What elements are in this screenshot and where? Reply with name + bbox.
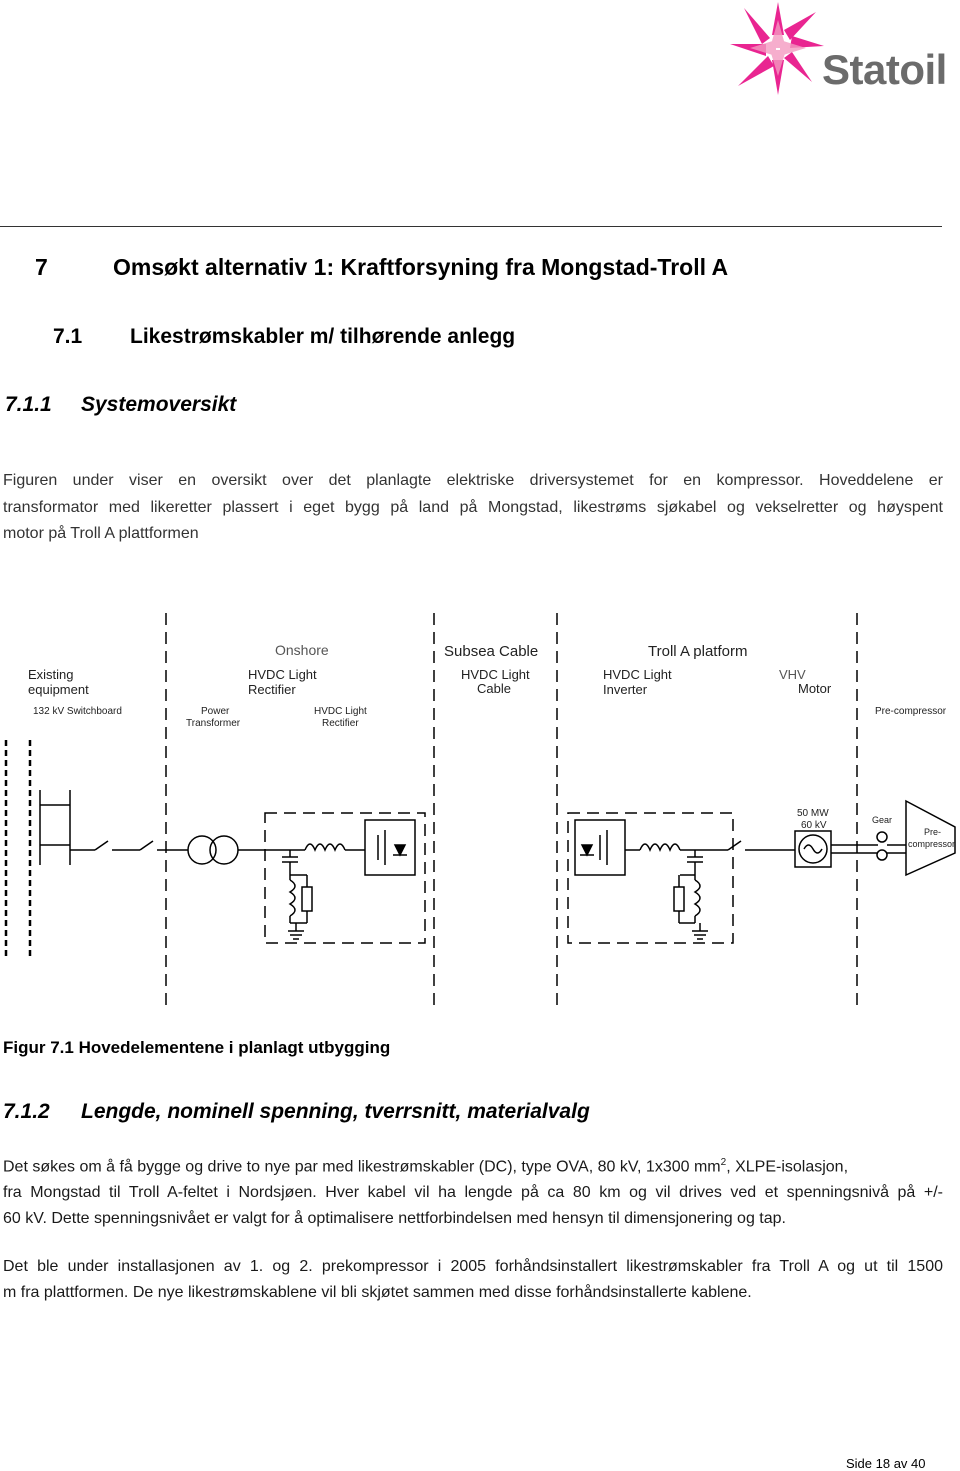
system-diagram-svg [0,605,960,1015]
breaker-switch [140,841,153,850]
logo-wordmark: Statoil [822,46,947,93]
label-inverter: Inverter [603,682,648,697]
paragraph-line: m fra plattformen. De nye likestrømskablene vil bli skjøtet sammen med disse forhåndsinstallerte kablene. [3,1284,752,1301]
paragraph-line: Det ble under installasjonen av 1. og 2. prekompressor i 2005 forhåndsinstallert likestrømskabler fra Troll A og ut til 1500 [3,1258,943,1275]
heading-3-number: 7.1.1 [5,393,52,416]
intro-paragraph [3,468,943,548]
intro-line: transformator med likeretter plassert i eget bygg på land på Mongstad, likestrøms sjøkabel og vekselretter og høyspent [3,498,943,516]
paragraph-line: 60 kV. Dette spenningsnivået er valgt for å optimalisere nettforbindelsen med hensyn til dimensjonering og tap. [3,1210,786,1228]
label-pre: Pre- [924,827,942,837]
label-gear: Gear [872,815,893,825]
breaker-switch [728,841,741,850]
heading-2-number: 7.1 [53,325,83,348]
intro-line: Figuren under viser en oversikt over det planlagte elektriske driversystemet for en kompressor. Hoveddelene er [3,472,943,489]
label-power: Power [201,706,230,717]
breaker-switch [95,841,108,850]
zone-label-troll: Troll A platform [648,643,748,660]
system-diagram [0,605,960,1015]
label-hvdc-inverter: HVDC Light [603,667,672,682]
paragraph-line: fra Mongstad til Troll A-feltet i Nordsjøen. Hver kabel vil ha lengde på ca 80 km og vil drives ved et spenningsnivå på +/- [3,1184,943,1202]
gear-icon [877,832,887,842]
inductor [640,844,680,850]
figure-caption: Figur 7.1 Hovedelementene i planlagt utbygging [3,1038,391,1057]
label-mw: 50 MW [797,808,829,819]
heading-1-text: Omsøkt alternativ 1: Kraftforsyning fra Mongstad-Troll A [113,254,729,280]
transformer-coil [188,836,216,864]
zone-label-onshore: Onshore [275,642,329,658]
label-switchboard: 132 kV Switchboard [33,706,122,717]
precompressor-icon [906,801,955,875]
paragraph-line [3,1150,943,1180]
label-transformer: Transformer [186,718,241,729]
intro-line: motor på Troll A plattformen [3,525,199,542]
filter-resistor [302,887,312,911]
label-kv: 60 kV [801,820,827,831]
gear-icon [877,850,887,860]
label-existing: Existing [28,667,74,682]
label-hvdc-small: HVDC Light [314,706,367,717]
heading-1-number: 7 [35,254,48,280]
heading-2 [53,325,516,349]
page-number: Side 18 av 40 [846,1456,926,1471]
label-rectifier: Rectifier [248,682,296,697]
label-rectifier-small: Rectifier [322,718,359,729]
paragraph-installation [3,1254,943,1306]
zone-label-subsea: Subsea Cable [444,643,539,660]
label-hvdc-cable: HVDC Light [461,667,530,682]
paragraph-text: , XLPE-isolasjon, [726,1158,849,1176]
heading-4-number: 7.1.2 [3,1100,50,1123]
converter-box-offshore [568,813,733,943]
heading-4 [3,1100,590,1124]
inductor [305,844,345,850]
heading-3-text: Systemoversikt [81,393,237,416]
filter-inductor [290,880,295,916]
heading-2-text: Likestrømskabler m/ tilhørende anlegg [130,325,516,348]
transformer-coil [210,836,238,864]
label-precompressor: Pre-compressor [875,706,947,717]
header-divider [0,226,942,227]
label-vhv: VHV [779,667,806,682]
label-compressor: compressor [908,839,956,849]
valve-rectifier [365,820,415,875]
paragraph-text: Det søkes om å få bygge og drive to nye par med likestrømskabler (DC), type OVA, 80 kV, 1x300 mm [3,1158,721,1176]
heading-3 [5,393,237,417]
converter-box-onshore [265,813,425,943]
heading-1 [35,254,729,281]
label-motor: Motor [798,681,832,696]
filter-resistor [674,887,684,911]
superscript: 2 [720,1157,727,1168]
label-equipment: equipment [28,682,89,697]
paragraph-cables [3,1150,943,1232]
label-hvdc-rectifier: HVDC Light [248,667,317,682]
filter-inductor [695,880,700,916]
label-cable: Cable [477,681,511,696]
heading-4-text: Lengde, nominell spenning, tverrsnitt, materialvalg [81,1100,590,1123]
